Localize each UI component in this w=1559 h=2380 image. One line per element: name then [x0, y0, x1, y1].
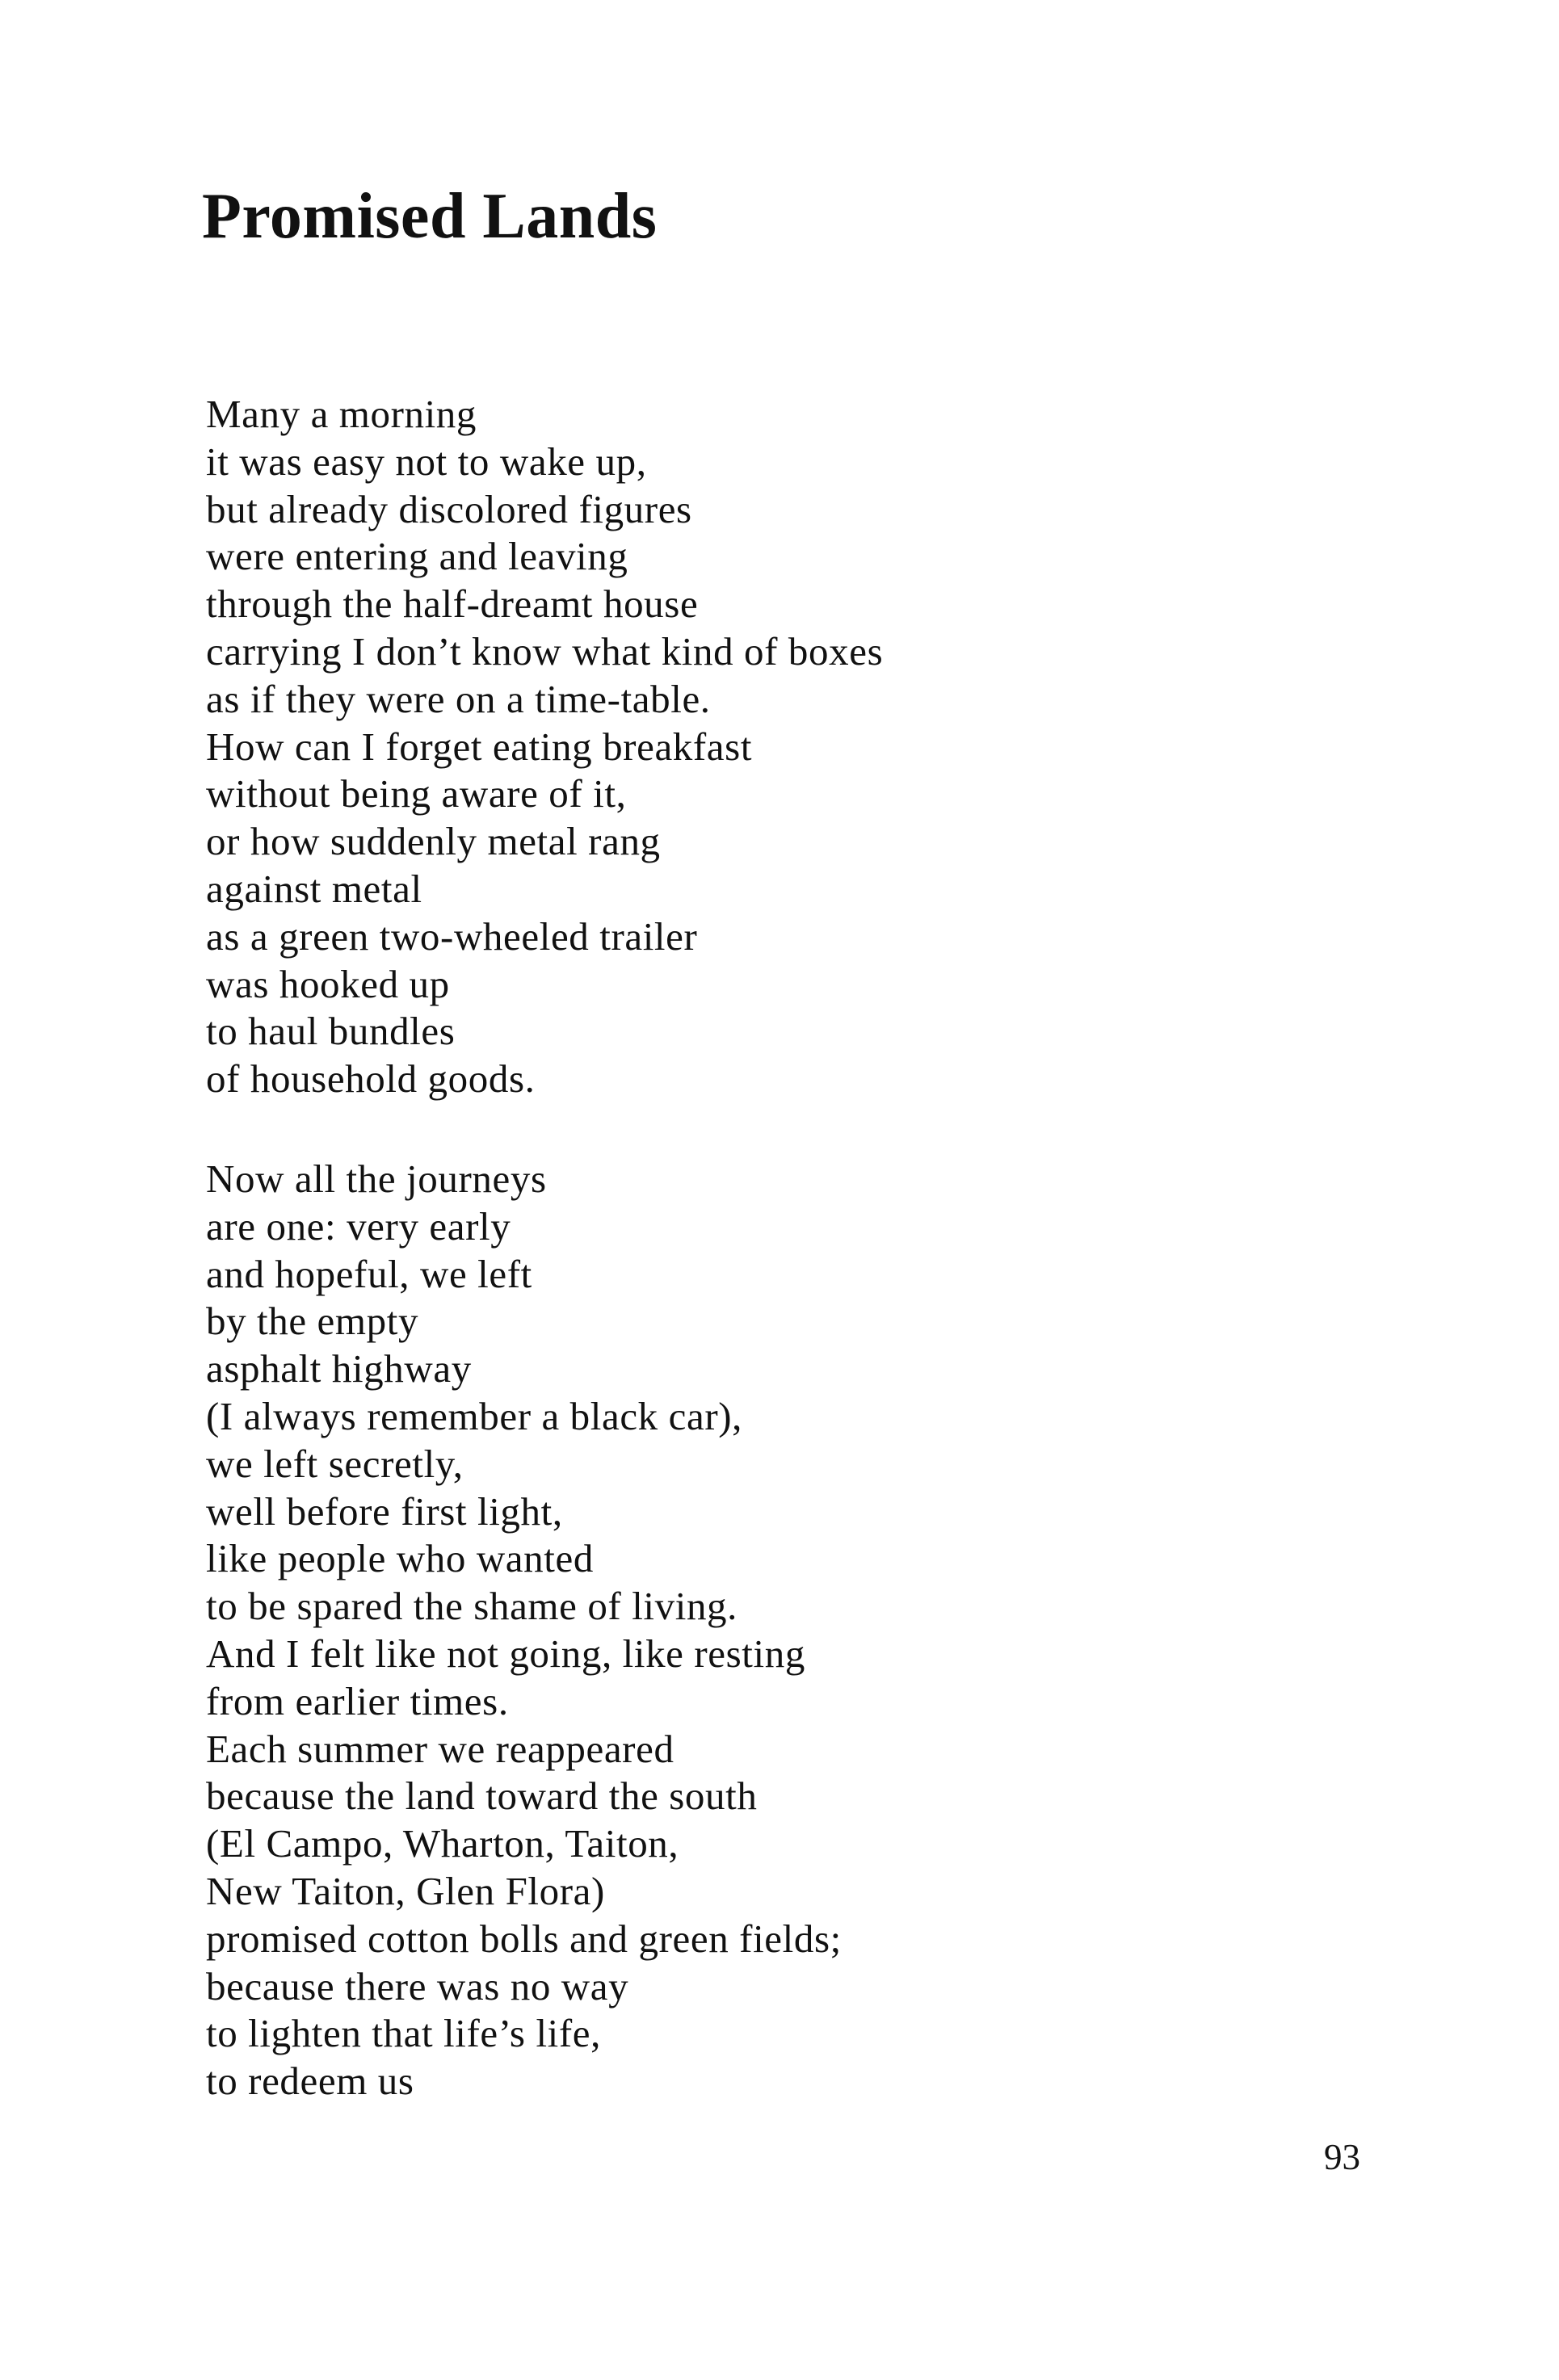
- poem-line: to redeem us: [206, 2059, 414, 2104]
- poem-line: to haul bundles: [206, 1009, 456, 1054]
- poem-line: because the land toward the south: [206, 1773, 758, 1819]
- poem-line: to lighten that life’s life,: [206, 2011, 601, 2056]
- poem-line: are one: very early: [206, 1203, 511, 1249]
- poem-line: from earlier times.: [206, 1678, 509, 1723]
- poem-line: How can I forget eating breakfast: [206, 724, 753, 769]
- poem-line: Many a morning: [206, 392, 477, 436]
- poem-line: of household goods.: [206, 1056, 536, 1102]
- poem-line: Each summer we reappeared: [206, 1726, 674, 1771]
- poem-line: promised cotton bolls and green fields;: [206, 1916, 842, 1961]
- poem-line: or how suddenly metal rang: [206, 819, 661, 864]
- poem-line: asphalt highway: [206, 1346, 472, 1391]
- poem-line: was hooked up: [206, 961, 450, 1006]
- poem-line: (El Campo, Wharton, Taiton,: [206, 1821, 679, 1866]
- poem-line: New Taiton, Glen Flora): [206, 1868, 605, 1913]
- poem-line: as a green two-wheeled trailer: [206, 913, 698, 959]
- poem-line: it was easy not to wake up,: [206, 439, 647, 484]
- stanza-2: [206, 1156, 842, 2105]
- poem-line: were entering and leaving: [206, 534, 628, 579]
- poem-line: against metal: [206, 866, 422, 911]
- poem-line: by the empty: [206, 1299, 419, 1344]
- poem-line: to be spared the shame of living.: [206, 1584, 737, 1629]
- stanza-1: [206, 391, 883, 1103]
- poem-line: carrying I don’t know what kind of boxes: [206, 628, 884, 674]
- poem-line: we left secretly,: [206, 1441, 464, 1486]
- poem-title: Promised Lands: [202, 181, 658, 252]
- poem-line: Now all the journeys: [206, 1156, 547, 1201]
- page-number: 93: [1324, 2137, 1360, 2177]
- poem-line: (I always remember a black car),: [206, 1393, 742, 1438]
- poem-line: but already discolored figures: [206, 486, 692, 531]
- poem-line: like people who wanted: [206, 1536, 594, 1581]
- poem-line: without being aware of it,: [206, 771, 627, 816]
- poem-line: and hopeful, we left: [206, 1251, 532, 1296]
- poem-line: And I felt like not going, like resting: [206, 1631, 805, 1676]
- poem-line: well before first light,: [206, 1488, 563, 1534]
- poem-line: because there was no way: [206, 1963, 629, 2009]
- poem-line: through the half-dreamt house: [206, 581, 699, 627]
- poem-line: as if they were on a time-table.: [206, 676, 711, 721]
